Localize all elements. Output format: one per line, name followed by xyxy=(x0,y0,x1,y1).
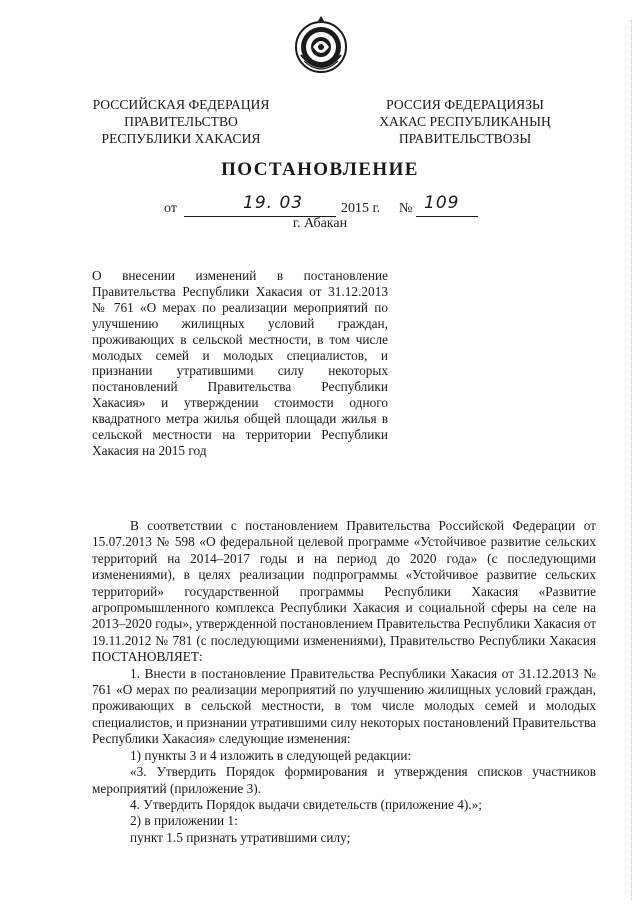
scan-edge xyxy=(631,20,632,900)
header-left-line-2: ПРАВИТЕЛЬСТВО xyxy=(124,114,238,129)
body-paragraph-5: 4. Утвердить Порядок выдачи свидетельств (приложение 4).»; xyxy=(130,796,482,812)
date-prefix: от xyxy=(164,201,177,216)
header-left-line-3: РЕСПУБЛИКИ ХАКАСИЯ xyxy=(101,131,261,146)
date-handwritten: 19. 03 xyxy=(243,193,304,213)
body-paragraph-2: 1. Внести в постановление Правительства Республики Хакасия от 31.12.2013 № 761 «О мерах по реализации мероприятий по улучшению жилищных условий граждан, проживающих в сельской местности, в том числе молодых семей и молодых специалистов, и признании утратившими силу некоторых постановлений Правительства Республики Хакасия» следующие изменения: xyxy=(92,665,596,747)
body-paragraph-4: «3. Утвердить Порядок формирования и утверждения списков участников мероприятий (приложение 3). xyxy=(92,764,596,796)
body-paragraph-7: пункт 1.5 признать утратившими силу; xyxy=(130,829,351,845)
header-left-line-1: РОССИЙСКАЯ ФЕДЕРАЦИЯ xyxy=(92,97,270,112)
document-title: ПОСТАНОВЛЕНИЕ xyxy=(221,159,419,180)
body-paragraph-3: 1) пункты 3 и 4 изложить в следующей редакции: xyxy=(130,747,412,763)
document-subject: О внесении изменений в постановление Правительства Республики Хакасия от 31.12.2013 № 761 «О мерах по реализации мероприятий по улучшению жилищных условий граждан, проживающих в сельской местности, в том числе молодых семей и молодых специалистов, и признании утратившими силу некоторых постановлений Правительства Республики Хакасия» и утверждении стоимости одного квадратного метра жилья общей площади жилья в сельской местности на территории Республики Хакасия на 2015 год xyxy=(92,268,388,458)
coat-of-arms-emblem xyxy=(291,13,351,77)
header-left xyxy=(88,96,274,147)
body-paragraph-6: 2) в приложении 1: xyxy=(130,813,238,829)
document-body xyxy=(92,518,596,846)
header-right xyxy=(372,96,558,147)
header-right-line-2: ХАКАС РЕСПУБЛИКАНЫҢ xyxy=(379,114,551,129)
number-sign: № xyxy=(399,201,413,216)
header-right-line-3: ПРАВИТЕЛЬСТВОЗЫ xyxy=(398,131,532,146)
header-right-line-1: РОССИЯ ФЕДЕРАЦИЯЗЫ xyxy=(386,97,544,112)
city-label: г. Абакан xyxy=(292,216,348,231)
number-handwritten: 109 xyxy=(424,193,460,213)
body-paragraph-1: В соответствии с постановлением Правительства Российской Федерации от 15.07.2013 № 598 «О федеральной целевой программе «Устойчивое развитие сельских территорий на 2014–2017 годы и на период до 2020 года» (с последующими изменениями), в целях реализации подпрограммы «Устойчивое развитие сельских территорий» государственной программы Республики Хакасия «Развитие агропромышленного комплекса Республики Хакасия и социальной сферы на селе на 2013–2020 годы», утвержденной постановлением Правительства Республики Хакасия от 19.11.2012 № 781 (с последующими изменениями), Правительство Республики Хакасия ПОСТАНОВЛЯЕТ: xyxy=(92,518,596,665)
year-text: 2015 г. xyxy=(341,201,381,216)
